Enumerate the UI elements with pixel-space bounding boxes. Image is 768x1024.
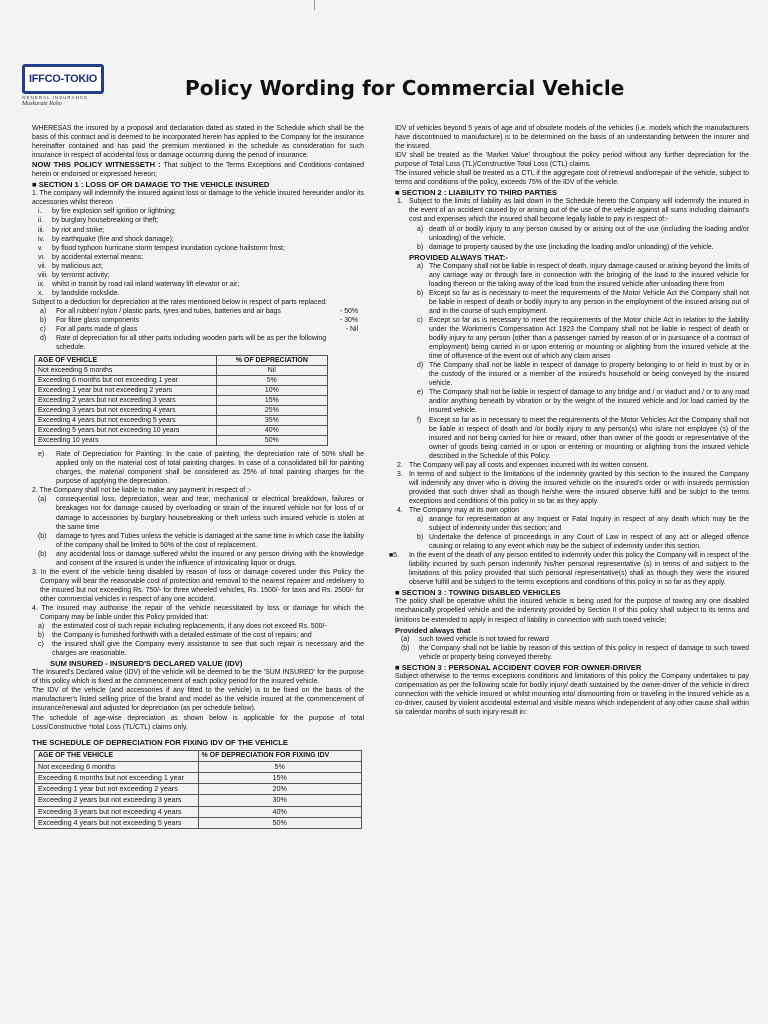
- section1-heading: ■ SECTION 1 : LOSS OF OR DAMAGE TO THE VEHICLE INSURED: [32, 180, 270, 190]
- depreciation-rate-item-rate: - Nil: [345, 326, 358, 334]
- table-cell: Not exceeding 6 months: [35, 366, 217, 376]
- option-item-text: arrange for representation at any Inquest or Fatal Inquiry in respect of any death which may be the subject of indemnity under this section; and: [429, 516, 749, 533]
- item4-list: [32, 622, 364, 658]
- provided-heading: PROVIDED ALWAYS THAT:-: [409, 252, 508, 262]
- table-row: [35, 761, 362, 772]
- company-logo: [22, 64, 108, 112]
- section2-item-number: 4.: [397, 506, 403, 514]
- towing-proviso-item-text: the Company shall not be liable by reason of this section of this policy in respect of damage to such towed vehicle or property being conveyed thereby.: [419, 644, 749, 661]
- peril-item-number: x.: [38, 289, 44, 297]
- repair-condition-item-number: a): [38, 623, 45, 631]
- proviso-item: [395, 262, 749, 289]
- proviso-item-text: Except so far as is necessary to meet the requirements of the Motor Vehicle Act the Company shall not be liable in respect of death or bodily injury to any person in the employment of the insured arising out of and in the course of such employment.: [429, 289, 749, 315]
- liability-item-text: death of or bodily injury to any person caused by or arising out of the use (including the loading and/or unloading) of the vehicle.: [429, 225, 749, 242]
- peril-item: [32, 235, 364, 244]
- depreciation-rate-item-text: For all rubber/ nylon / plastic parts, tyres and tubes, batteries and air bags: [56, 307, 281, 315]
- proviso-item: [395, 388, 749, 415]
- section2-item-text: In terms of and subject to the limitations of the indemnity granted by this section to the insured the Company will indemnify any driver who is driving the insured vehicle on the insured's order or with insureds permission provided that such driver shall as though he/she were the insured observe fulfil and be subjct to the terms exceptions and conditions of this policy in so far as they apply.: [409, 470, 749, 505]
- repair-condition-item-text: the insured shall give the Company every assistance to see that such repair is necessary and the charges are reasonable.: [52, 641, 364, 658]
- peril-item-text: by landslide rockslide.: [52, 289, 120, 297]
- peril-item-text: by fire explosion self ignition or lightning;: [52, 208, 176, 216]
- item2-list: [32, 495, 364, 567]
- peril-item-text: by flood typhoon hurricane storm tempest inundation cyclone hailstorm frost;: [52, 244, 285, 252]
- table-row: [35, 426, 328, 436]
- proviso-item-text: Except so far as in necessary to meet the requirements of the Motor Vehicles Act the Company shall not be liable in respect of death and /or bodily injury to any person(s) who is/are not employee (s) of the insured and not being carried for hire or reward, other than owner of the goods or representative of the owner of goods being carried in or upon or entering or mounting or alighting from the insured vehicle described in the Schedule of this Policy.: [429, 416, 749, 460]
- section3b-text: Subject otherwise to the terms exceptions conditions and limitations of this policy the Company undertakes to pay compensation as per the following scale for bodily injury/ death sustained by the owner-driver of the vehicle in direct connection with the vehicle insured or whilst mounting into/ dismounting from or traveling in the insured vehicle as a co-driver, caused by violent accidental external and visible means which independent of any other cause shall within six calendar months of such injury result in:: [395, 672, 749, 716]
- towing-proviso-item-number: (b): [401, 644, 410, 652]
- proviso-item: [395, 361, 749, 388]
- section3-heading: ■ SECTION 3 : TOWING DISABLED VEHICLES: [395, 588, 561, 598]
- depreciation-rate-item-text: For fibre glass components: [56, 316, 140, 324]
- proviso-item-text: The Company shall not be liable in respect of damage to any bridge and / or viaduct and / or to any road and/or anything beneath by vibration or by the weight of the insured vehicle and /or load carried by the insured vehicle.: [429, 389, 749, 415]
- peril-item-number: iv.: [38, 235, 45, 243]
- exclusion-item-number: (b): [38, 550, 47, 558]
- table-cell: 50%: [216, 436, 327, 446]
- depreciation-intro: Subject to a deduction for depreciation at the rates mentioned below in respect of parts replaced:: [32, 298, 327, 306]
- section2-item5-number: ■5.: [389, 552, 399, 560]
- peril-item-text: whilst in transit by road rail inland waterway lift elevator or air;: [52, 280, 240, 288]
- section2-item-number: 3.: [397, 470, 403, 478]
- proviso-item-number: f): [417, 416, 422, 424]
- peril-item: [32, 289, 364, 298]
- table-cell: 25%: [216, 406, 327, 416]
- towing-proviso-item-text: such towed vehicle is not towed for reward: [419, 635, 549, 643]
- section2-item1-text: Subject to the limits of liability as laid down in the Schedule hereto the Company will indemnify the insured in the event of an accident caused by or arising out of the use of the vehicle against all sums including claimant's cost and expenses which the insured shall become legally liable to pay in respect of:-: [409, 198, 749, 224]
- peril-item-text: by riot and strike;: [52, 226, 105, 234]
- table-cell: 40%: [198, 806, 362, 817]
- table-row: [35, 406, 328, 416]
- table-row: [35, 806, 362, 817]
- peril-item: [32, 253, 364, 262]
- repair-condition-item-number: c): [38, 641, 44, 649]
- peril-item: [32, 207, 364, 216]
- depreciation-rate-item-text: For all parts made of glass: [56, 326, 138, 334]
- logo-tagline: Muskurate Raho: [22, 101, 62, 107]
- depreciation-rate-item: [32, 316, 364, 325]
- proviso-item-number: e): [417, 389, 424, 397]
- repair-condition-item: [32, 622, 364, 631]
- table-cell: 50%: [198, 817, 362, 828]
- section2-item: [395, 470, 749, 506]
- depreciation-rate-item-number: b): [40, 316, 47, 324]
- page-title: Policy Wording for Commercial Vehicle: [185, 76, 625, 100]
- table-cell: Exceeding 1 year but not exceeding 2 years: [35, 386, 217, 396]
- option-item-text: Undertake the defence of proceedings in any Court of Law in respect of any act or alleged offence causing or relating to any event which may be the subject of indemnity under this section.: [429, 534, 749, 551]
- schedule-heading: THE SCHEDULE OF DEPRECIATION FOR FIXING IDV OF THE VEHICLE: [32, 737, 288, 747]
- table-header: % OF DEPRECIATION: [216, 356, 327, 366]
- scan-mark: [314, 0, 315, 10]
- table-cell: Not exceeding 6 months: [35, 761, 199, 772]
- table-cell: 10%: [216, 386, 327, 396]
- option-item: [395, 515, 749, 533]
- provided-always-list: [395, 635, 749, 662]
- table-header: AGE OF VEHICLE: [35, 356, 217, 366]
- logo-subtitle: GENERAL INSURANCE: [22, 95, 89, 100]
- section2-item5: [389, 551, 749, 587]
- table-row: [35, 817, 362, 828]
- peril-item-text: by accidental external means;: [52, 253, 144, 261]
- proviso-item-text: The Company shall not be liable in respect of death, injury damage caused or arising beyond the limits of any carriage way or through fare in connection with the bringing of the load to the insured vehicle for loading thereon or the taking away of the load from the insured vehicle after unloading there from: [429, 262, 749, 288]
- section3-text: The policy shall be operative whilst the insured vehicle is being used for the purpose of towing any one disabled mechanically propelled vehicle and the indemnity provided by Section II of this policy shall subject to its terms and limitions be extended to apply in respect of liability in connection with such towed vehicle;: [395, 598, 749, 624]
- witnesseth-heading: NOW THIS POLICY WITNESSETH :: [32, 160, 161, 170]
- towing-proviso-item-number: (a): [401, 635, 410, 643]
- liability-item-number: a): [417, 225, 424, 233]
- table-cell: Exceeding 1 year but not exceeding 2 years: [35, 784, 199, 795]
- idv-heading: SUM INSURED - INSURED'S DECLARED VALUE (IDV): [50, 659, 243, 669]
- depreciation-table: [34, 355, 328, 446]
- table-cell: 15%: [216, 396, 327, 406]
- table-cell: 40%: [216, 426, 327, 436]
- liability-item: [395, 243, 749, 252]
- idv-paragraph-3: The schedule of age-wise depreciation as shown below is applicable for the purpose of total Loss/Constructive *total Loss (TL/CTL) claims only.: [32, 714, 364, 731]
- idv-continued-1: IDV of vehicles beyond 5 years of age and of obsolete models of the vehicles (i.e. models which the manufacturers have discontinued to manufacture) is to be determined on the basis of an understanding between the insurer and the insured.: [395, 125, 749, 151]
- depreciation-rate-item: [32, 334, 364, 352]
- proviso-item: [395, 289, 749, 316]
- table-row: [35, 436, 328, 446]
- repair-condition-item-text: the Company is furnished forthwith with a detailed estimate of the cost of repairs; and: [52, 632, 312, 640]
- peril-item: [32, 216, 364, 225]
- table-cell: Nil: [216, 366, 327, 376]
- liability-item-text: damage to property caused by the use (including the loading and/or unloading) of the vehicle.: [429, 243, 714, 251]
- section2-item4-list: [395, 515, 749, 551]
- option-item-number: b): [417, 534, 424, 542]
- table-cell: 5%: [198, 761, 362, 772]
- option-item: [395, 533, 749, 551]
- peril-item-number: viii.: [38, 271, 48, 279]
- table-cell: Exceeding 2 years but not exceeding 3 years: [35, 795, 199, 806]
- section2-item5-text: In the event of the death of any person entitled to indemnity under this policy the Company will in respect of the liability incurred by such person indemnify his/her personal representative (s) in terms of and subject to the limitations of this policy provided that such personal representative(s) shall as though they were the insured observe fulfill and be subject to the terms exceptions and conditions of this policy in so far as they apply.: [409, 552, 749, 587]
- proviso-item-text: Except so far as is necessary to meet the requirements of the Motor chicle Act in relation to the liability under the Workmen's Compensation Act 1923 the Company shall not be liable in respect of death or bodily injury to any person (other than a passenger carried by reason of or in pursuance of a contract of employment) being carried in or upon entering or mounting or alighting from the insured vehicle at the time of offurrence of the event out of which any claim arises: [429, 316, 749, 361]
- exclusion-item-text: consequential loss, depreciation, wear and tear, mechanical or electrical breakdown, failures or breakages nor for damage caused by overloading or strain of the insured vehicle nor for loss of or damage to accessories by burglary housebreaking or theft unless such insured vehicle is stolen at the same time: [56, 496, 364, 531]
- section2-item-text: The Company will pay all costs and expenses incurred with its written consent.: [409, 461, 649, 469]
- section2-item: [395, 461, 749, 470]
- item3: 3. In the event of the vehicle being disabled by reason of loss or damage covered under this Policy the Company will bear the reasonable cost of protection and removal to the nearest repairer and redelivery to the insured but not exceeding Rs. 750/- for three wheeled vehicles, Rs. 1500/- for taxis and Rs. 2500/- for other commercial vehicles in respect of any one accident.: [32, 568, 364, 603]
- section2-item1: 1. Subject to the limits of liability as laid down in the Schedule hereto the Company will indemnify the insured in the event of an accident caused by or arising out of the use of the vehicle against all sums including claimant's cost and expenses which the insured shall become legally liable to pay in respect of:-: [397, 198, 749, 224]
- peril-item-text: by malicious act;: [52, 262, 103, 270]
- peril-item: [32, 262, 364, 271]
- liability-item: [395, 225, 749, 243]
- peril-item-number: vii.: [38, 262, 47, 270]
- repair-condition-item: [32, 631, 364, 640]
- table-cell: Exceeding 4 years but not exceeding 5 years: [35, 416, 217, 426]
- table-row: [35, 396, 328, 406]
- peril-item: [32, 271, 364, 280]
- peril-item-number: v.: [38, 244, 43, 252]
- idv-continued-2: IDV shall be treated as the 'Market Value' throughout the policy period without any further depreciation for the purpose of Total Loss (TL)/Constructive Total Loss (CTL) claims.: [395, 152, 749, 169]
- section3b-heading: ■ SECTION 3 : PERSONAL ACCIDENT COVER FOR OWNER-DRIVER: [395, 662, 642, 672]
- exclusion-item: [32, 532, 364, 550]
- logo-text: IFFCO-TOKIO: [29, 73, 97, 85]
- peril-item-number: iii.: [38, 226, 45, 234]
- provided-list: [395, 262, 749, 461]
- peril-item-number: ii.: [38, 217, 43, 225]
- repair-condition-item: [32, 640, 364, 658]
- table-cell: 15%: [198, 773, 362, 784]
- depreciation-rate-item-rate: - 30%: [339, 316, 358, 324]
- peril-item-number: ix.: [38, 280, 45, 288]
- table-row: [35, 366, 328, 376]
- left-column: [32, 124, 364, 833]
- exclusion-item-text: damage to tyres and Tubes unless the vehicle is damaged at the same time in which case the liability of the company shall be limited to 50% of the cost of replacement.: [56, 532, 364, 549]
- table-row: [35, 784, 362, 795]
- towing-proviso-item: [395, 635, 749, 644]
- right-column: [389, 124, 749, 717]
- table-cell: Exceeding 6 months but not exceeding 1 year: [35, 773, 199, 784]
- table-cell: 20%: [198, 784, 362, 795]
- section2-item-text: The Company may at its own option: [409, 506, 519, 514]
- peril-item-number: vi.: [38, 253, 45, 261]
- option-item-number: a): [417, 516, 424, 524]
- perils-list: [32, 207, 364, 297]
- section1-item1: 1. The company will indemnify the insured against loss or damage to the vehicle insured hereunder and/or its accessories whilst thereon: [32, 190, 364, 207]
- painting-depreciation: e) Rate of Depreciation for Painting: In the case of painting, the depreciation rate of 50% shall be applied only on the material cost of total painting charges. In case of a consolidated bill for painting charges, the material component shall be considered as 25% of total painting charges for the purpose of applying the depreciation.: [38, 451, 364, 486]
- table-header: AGE OF THE VEHICLE: [35, 750, 199, 761]
- proviso-item: [395, 316, 749, 361]
- table-cell: Exceeding 4 years but not exceeding 5 years: [35, 817, 199, 828]
- section2-items: [395, 461, 749, 515]
- exclusion-item-text: any accidental loss or damage suffered whilst the insured or any person driving with the knowledge and consent of the insured is under the influence of intoxicating liquor or drugs.: [56, 550, 364, 567]
- table-cell: Exceeding 3 years but not exceeding 4 years: [35, 406, 217, 416]
- table-row: [35, 773, 362, 784]
- table-cell: 5%: [216, 376, 327, 386]
- peril-item: [32, 226, 364, 235]
- logo-box: [22, 64, 104, 94]
- table-cell: 35%: [216, 416, 327, 426]
- table-row: [35, 386, 328, 396]
- peril-item-number: i.: [38, 208, 42, 216]
- depreciation-rate-item: [32, 307, 364, 316]
- repair-condition-item-text: the estimated cost of such repair including replacements, if any does not exceed Rs. 500/-: [52, 623, 327, 631]
- proviso-item-number: c): [417, 316, 423, 324]
- idv-paragraph-1: The Insured's Declared value (IDV) of the vehicle will be deemed to be the 'SUM INSURED' for the purpose of this policy which is fixed at the commencement of each policy period for the insured vehicle.: [32, 669, 364, 686]
- depreciation-rates-list: [32, 307, 364, 352]
- table-cell: Exceeding 6 months but not exceeding 1 year: [35, 376, 217, 386]
- depreciation-rate-item-number: c): [40, 326, 46, 334]
- depreciation-rate-item-number: d): [40, 335, 47, 343]
- table-row: [35, 376, 328, 386]
- proviso-item-number: a): [417, 262, 424, 270]
- section2-item: [395, 506, 749, 515]
- intro-paragraph: WHERESAS the insured by a proposal and declaration dated as stated in the Schedule which shall be the basis of this contract and is deemed to be incorporated herein has applied to the Company for the insurance hereinafter contained and has paid the premium mentioned in the schedule as consideration for such insurance in respect of accidental loss or damage occurring during the period of insurance.: [32, 125, 364, 160]
- provided-always-heading: Provided always that: [395, 625, 471, 635]
- exclusion-item: [32, 495, 364, 531]
- table-cell: Exceeding 3 years but not exceeding 4 years: [35, 806, 199, 817]
- table-cell: Exceeding 5 years but not exceeding 10 years: [35, 426, 217, 436]
- proviso-item: [395, 416, 749, 461]
- table-row: [35, 416, 328, 426]
- depreciation-rate-item-number: a): [40, 307, 47, 315]
- table-header: % OF DEPRECIATION FOR FIXING IDV: [198, 750, 362, 761]
- peril-item-text: by earthquake (fire and shock damage);: [52, 235, 174, 243]
- towing-proviso-item: [395, 644, 749, 662]
- witnesseth-text: That subject to the Terms Exceptions and Conditions contained herein or endorsed or expressed hereon;: [32, 162, 364, 179]
- table-cell: Exceeding 2 years but not exceeding 3 years: [35, 396, 217, 406]
- witnesseth-paragraph: [32, 160, 364, 179]
- exclusion-item-number: (b): [38, 532, 47, 540]
- proviso-item-number: d): [417, 362, 424, 370]
- depreciation-rate-item-rate: - 50%: [339, 307, 358, 315]
- painting-text: Rate of Depreciation for Painting: In the case of painting, the depreciation rate of 50% shall be applied only on the material cost of total painting charges. In case of a consolidated bill for painting charges, the material component shall be considered as 25% of total painting charges for the purpose of applying the depreciation.: [56, 451, 364, 486]
- section2-item1-list: [395, 225, 749, 252]
- item2: 2. The Company shall not be liable to make any payment in respect of :-: [32, 487, 252, 495]
- depreciation-rate-item-text: Rate of depreciation for all other parts including wooden parts will be as per the following schedule.: [56, 335, 327, 352]
- peril-item: [32, 244, 364, 253]
- table-cell: 30%: [198, 795, 362, 806]
- table-row: [35, 795, 362, 806]
- section2-heading: ■ SECTION 2 : LIABILITY TO THIRD PARTIES: [395, 188, 557, 198]
- proviso-item-number: b): [417, 289, 424, 297]
- idv-depreciation-table: [34, 750, 362, 829]
- repair-condition-item-number: b): [38, 632, 45, 640]
- item4: 4. The insured may authorise the repair of the vehicle necessitated by loss or damage for which the Company may be liable under this Policy provided that:: [32, 604, 364, 622]
- proviso-item-text: The Company shall not be liable in respect of damage to property belonging to or held in trust by or in the custody of the insured or a member of the insured's household or being conveyed by the insured vehicle.: [429, 362, 749, 388]
- depreciation-rate-item: [32, 325, 364, 334]
- liability-item-number: b): [417, 243, 424, 251]
- idv-paragraph-2: The IDV of the vehicle (and accessories if any fitted to the vehicle) is to be fixed on the basis of the manufacturer's listed selling price of the brand and model as the vehicle insured at the commencement of insurance/renewal and adjusted for depreciation (as per schedule below).: [32, 687, 364, 713]
- idv-continued-3: The insured vehicle shall be treated as a CTL if the aggregate cost of retrieval and/orrepair of the vehicle, subject to terms and conditions of the policy, exceeds 75% of the IDV of the vehicle.: [395, 170, 749, 187]
- peril-item: [32, 280, 364, 289]
- section2-item-number: 2.: [397, 461, 403, 469]
- peril-item-text: by burglary housebreaking or theft;: [52, 217, 159, 225]
- exclusion-item: [32, 550, 364, 568]
- table-cell: Exceeding 10 years: [35, 436, 217, 446]
- exclusion-item-number: (a): [38, 496, 47, 504]
- peril-item-text: by terrorist activity;: [52, 271, 110, 279]
